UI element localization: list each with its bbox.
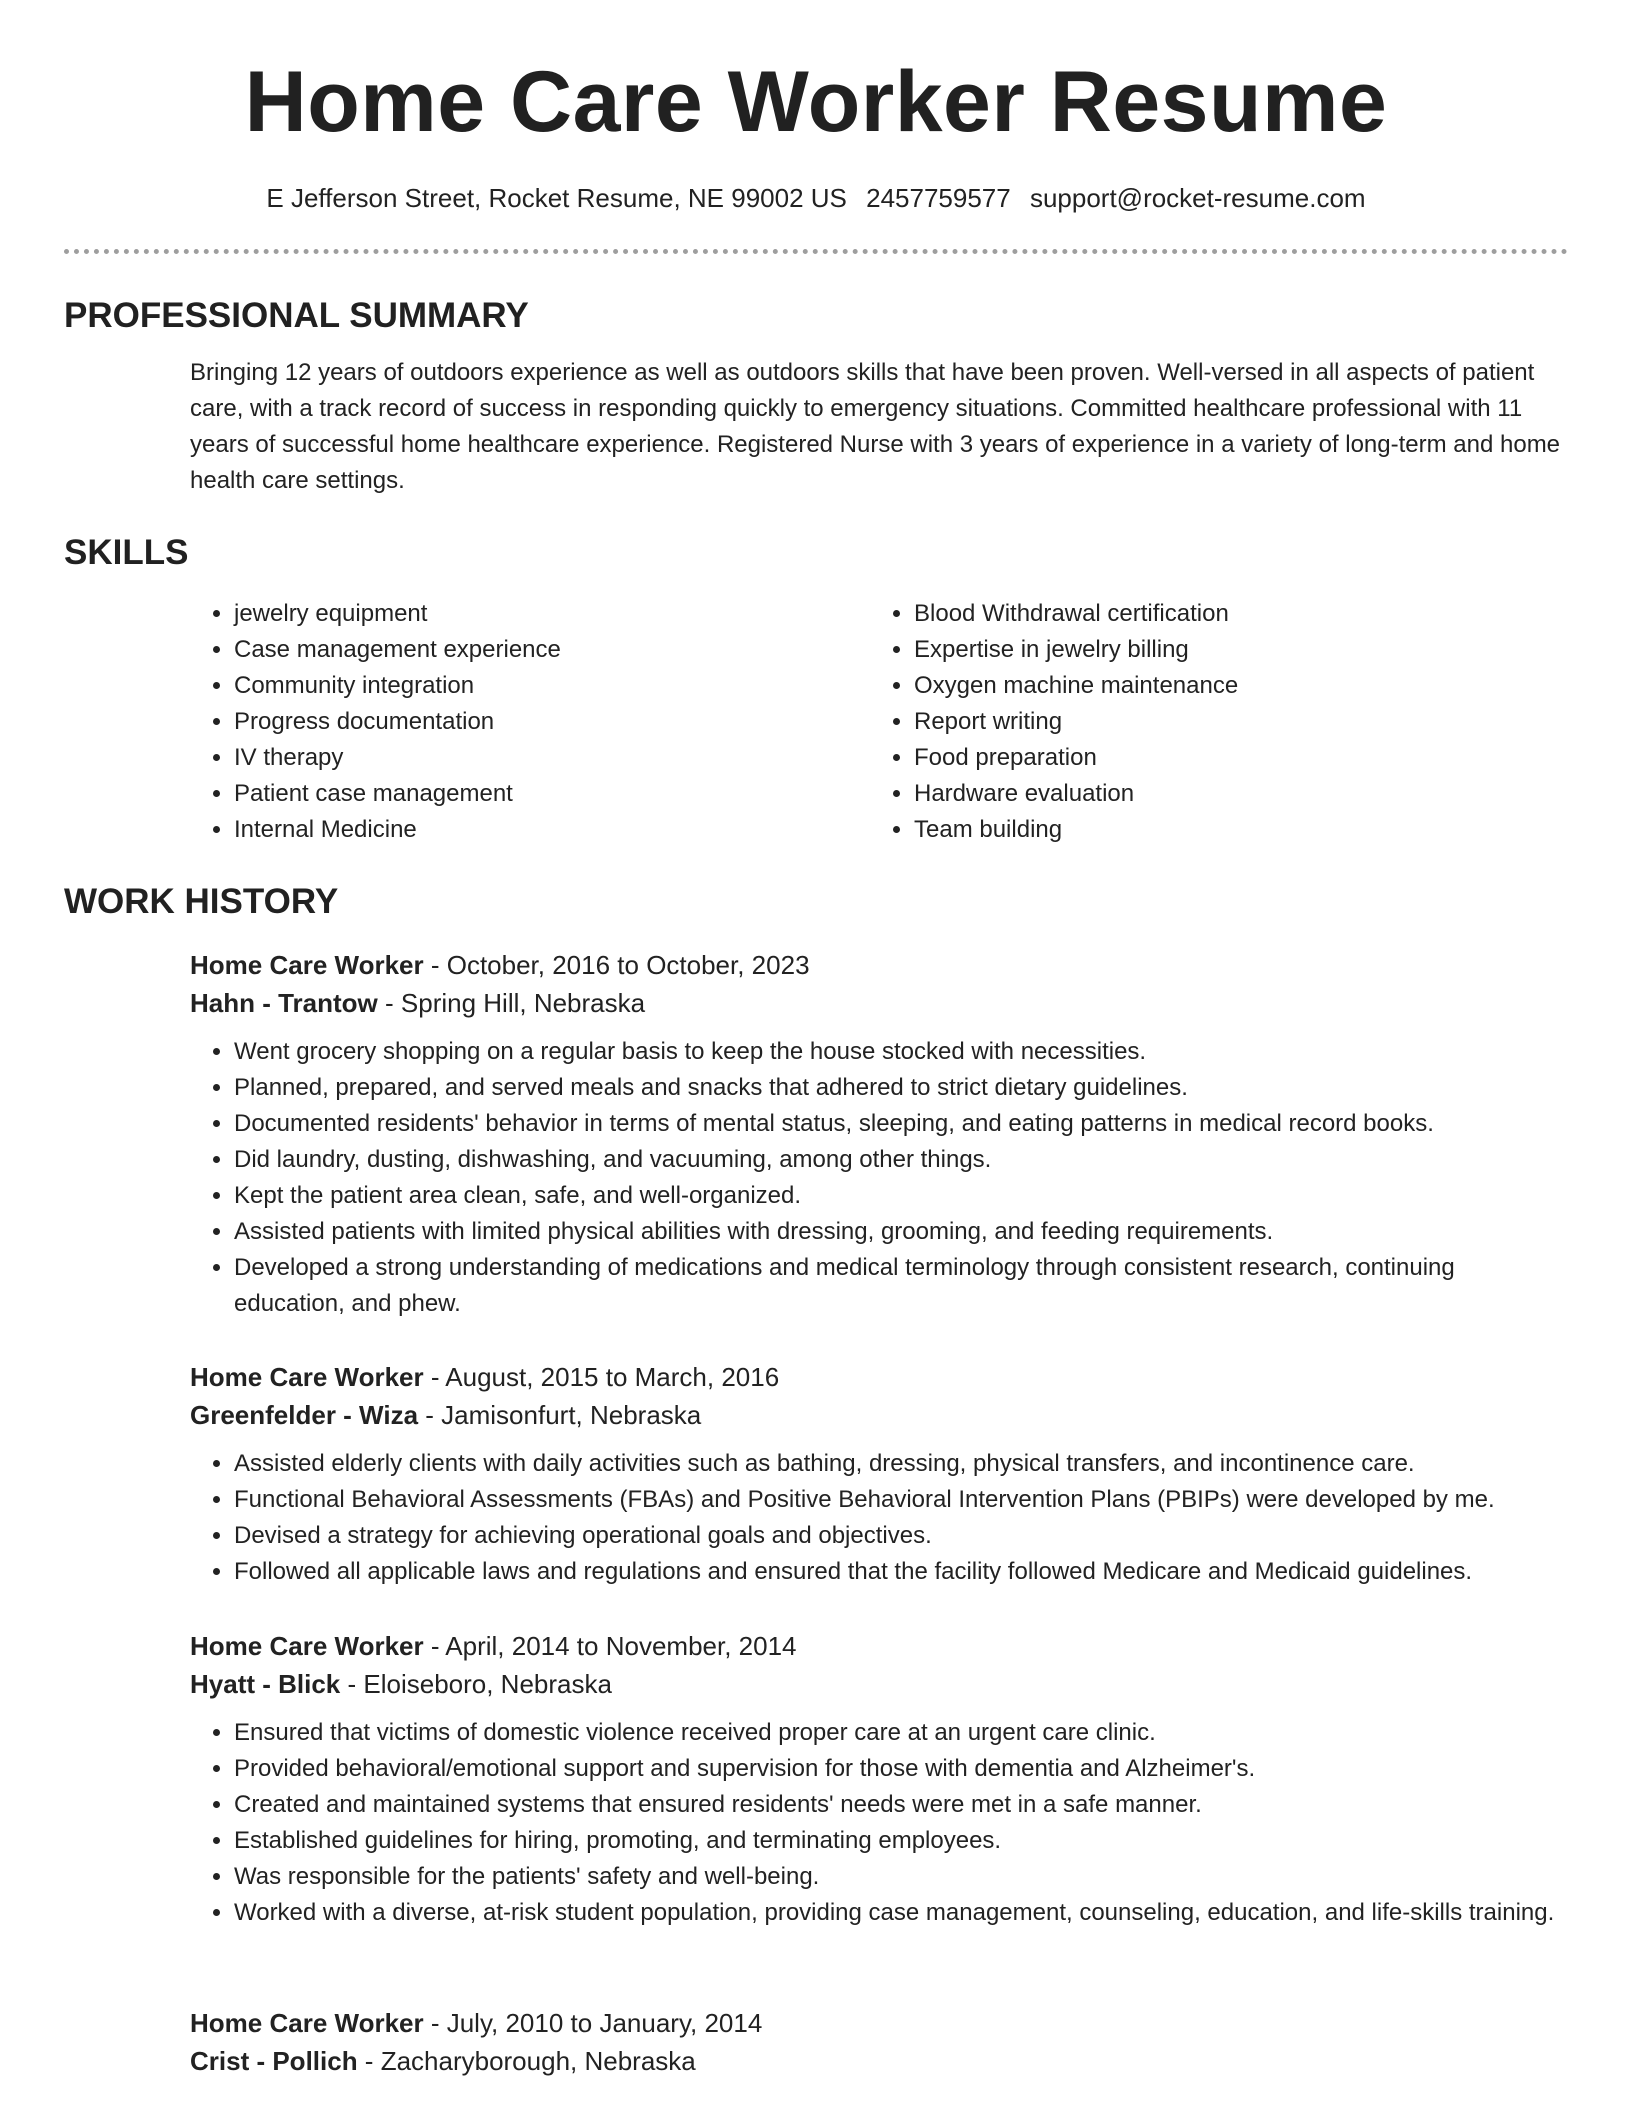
job-duty: • Followed all applicable laws and regulations and ensured that the facility followed Medicare and Medicaid guidelines. [234,1554,1570,1590]
job-duties-list [190,1446,1570,1590]
job-duty: • Functional Behavioral Assessments (FBAs) and Positive Behavioral Intervention Plans (PBIPs) were developed by me. [234,1482,1570,1518]
job-duty: • Went grocery shopping on a regular basis to keep the house stocked with necessities. [234,1034,1570,1070]
job-duty: • Did laundry, dusting, dishwashing, and vacuuming, among other things. [234,1142,1570,1178]
job-separator: - [423,2008,447,2038]
job-separator: - [357,2046,381,2076]
contact-address: E Jefferson Street, Rocket Resume, NE 99002 US [266,183,847,213]
job-duty: • Provided behavioral/emotional support and supervision for those with dementia and Alzheimer's. [234,1751,1570,1787]
job-title-line [190,946,1570,984]
job-company-line [190,1665,1570,1703]
summary-heading: PROFESSIONAL SUMMARY [64,296,529,335]
job-duty: • Established guidelines for hiring, promoting, and terminating employees. [234,1823,1570,1859]
job-entry [190,1627,1570,1931]
contact-info [0,180,1632,216]
job-entry [190,1358,1570,1590]
skills-column-right [870,596,1550,848]
job-separator: - [340,1669,364,1699]
summary-text: Bringing 12 years of outdoors experience as well as outdoors skills that have been proven. Well-versed in all aspects of patient care, with a track record of success in responding quickly to emergency situations. Committed healthcare professional with 11 years of successful home healthcare experience. Registered Nurse with 3 years of experience in a variety of long-term and home health care settings. [190,359,1561,494]
job-duty: • Assisted patients with limited physical abilities with dressing, grooming, and feeding requirements. [234,1214,1570,1250]
skill-item: • Hardware evaluation [914,776,1550,812]
job-location: Jamisonfurt, Nebraska [441,1400,702,1430]
job-company-line [190,984,1570,1022]
skill-item: • Case management experience [234,632,870,668]
job-title: Home Care Worker [190,2008,424,2038]
skill-item: • Community integration [234,668,870,704]
job-title-line [190,2004,1570,2042]
job-location: Eloiseboro, Nebraska [363,1669,612,1699]
job-company: Crist - Pollich [190,2046,358,2076]
skill-item: • Internal Medicine [234,812,870,848]
skills-column-left [190,596,870,848]
job-company: Hyatt - Blick [190,1669,341,1699]
job-dates: August, 2015 to March, 2016 [445,1362,780,1392]
job-company: Greenfelder - Wiza [190,1400,419,1430]
job-dates: October, 2016 to October, 2023 [446,950,810,980]
job-duty: • Created and maintained systems that ensured residents' needs were met in a safe manner. [234,1787,1570,1823]
contact-phone: 2457759577 [866,183,1011,213]
job-duties-list [190,1715,1570,1931]
skill-item: • jewelry equipment [234,596,870,632]
job-duty: • Worked with a diverse, at-risk student population, providing case management, counseling, education, and life-skills training. [234,1895,1570,1931]
job-location: Spring Hill, Nebraska [400,988,646,1018]
work-history-heading: WORK HISTORY [64,882,339,921]
skill-item: • Team building [914,812,1550,848]
job-company-line [190,1396,1570,1434]
job-title-line [190,1358,1570,1396]
job-company: Hahn - Trantow [190,988,378,1018]
job-duty: • Kept the patient area clean, safe, and well-organized. [234,1178,1570,1214]
job-title-line [190,1627,1570,1665]
job-duty: • Documented residents' behavior in terms of mental status, sleeping, and eating patterns in medical record books. [234,1106,1570,1142]
job-duty: • Assisted elderly clients with daily activities such as bathing, dressing, physical transfers, and incontinence care. [234,1446,1570,1482]
job-entry [190,2004,1570,2080]
job-duty: • Planned, prepared, and served meals and snacks that adhered to strict dietary guidelines. [234,1070,1570,1106]
job-company-line [190,2042,1570,2080]
job-dates: April, 2014 to November, 2014 [445,1631,797,1661]
job-duty: • Developed a strong understanding of medications and medical terminology through consistent research, continuing education, and phew. [234,1250,1570,1322]
job-duty: • Was responsible for the patients' safety and well-being. [234,1859,1570,1895]
job-title: Home Care Worker [190,950,424,980]
skill-item: • Progress documentation [234,704,870,740]
skill-item: • Patient case management [234,776,870,812]
job-duty: • Devised a strategy for achieving operational goals and objectives. [234,1518,1570,1554]
job-separator: - [423,1631,446,1661]
job-duties-list [190,1034,1570,1322]
skills-list [64,596,1568,848]
skills-heading: SKILLS [64,533,189,572]
contact-email: support@rocket-resume.com [1029,183,1366,213]
skill-item: • Blood Withdrawal certification [914,596,1550,632]
job-location: Zacharyborough, Nebraska [380,2046,696,2076]
job-dates: July, 2010 to January, 2014 [446,2008,763,2038]
summary-section [64,293,1568,499]
job-separator: - [423,950,447,980]
skills-section [64,530,1568,848]
job-separator: - [377,988,401,1018]
job-title: Home Care Worker [190,1631,424,1661]
job-title: Home Care Worker [190,1362,424,1392]
resume-title: Home Care Worker Resume [244,54,1388,150]
job-duty: • Ensured that victims of domestic violence received proper care at an urgent care clinic. [234,1715,1570,1751]
skill-item: • Expertise in jewelry billing [914,632,1550,668]
job-separator: - [423,1362,446,1392]
job-entry [190,946,1570,1322]
skill-item: • IV therapy [234,740,870,776]
skill-item: • Oxygen machine maintenance [914,668,1550,704]
skill-item: • Food preparation [914,740,1550,776]
work-history-section [64,879,1568,925]
header-divider [64,249,1568,254]
job-separator: - [418,1400,442,1430]
skill-item: • Report writing [914,704,1550,740]
